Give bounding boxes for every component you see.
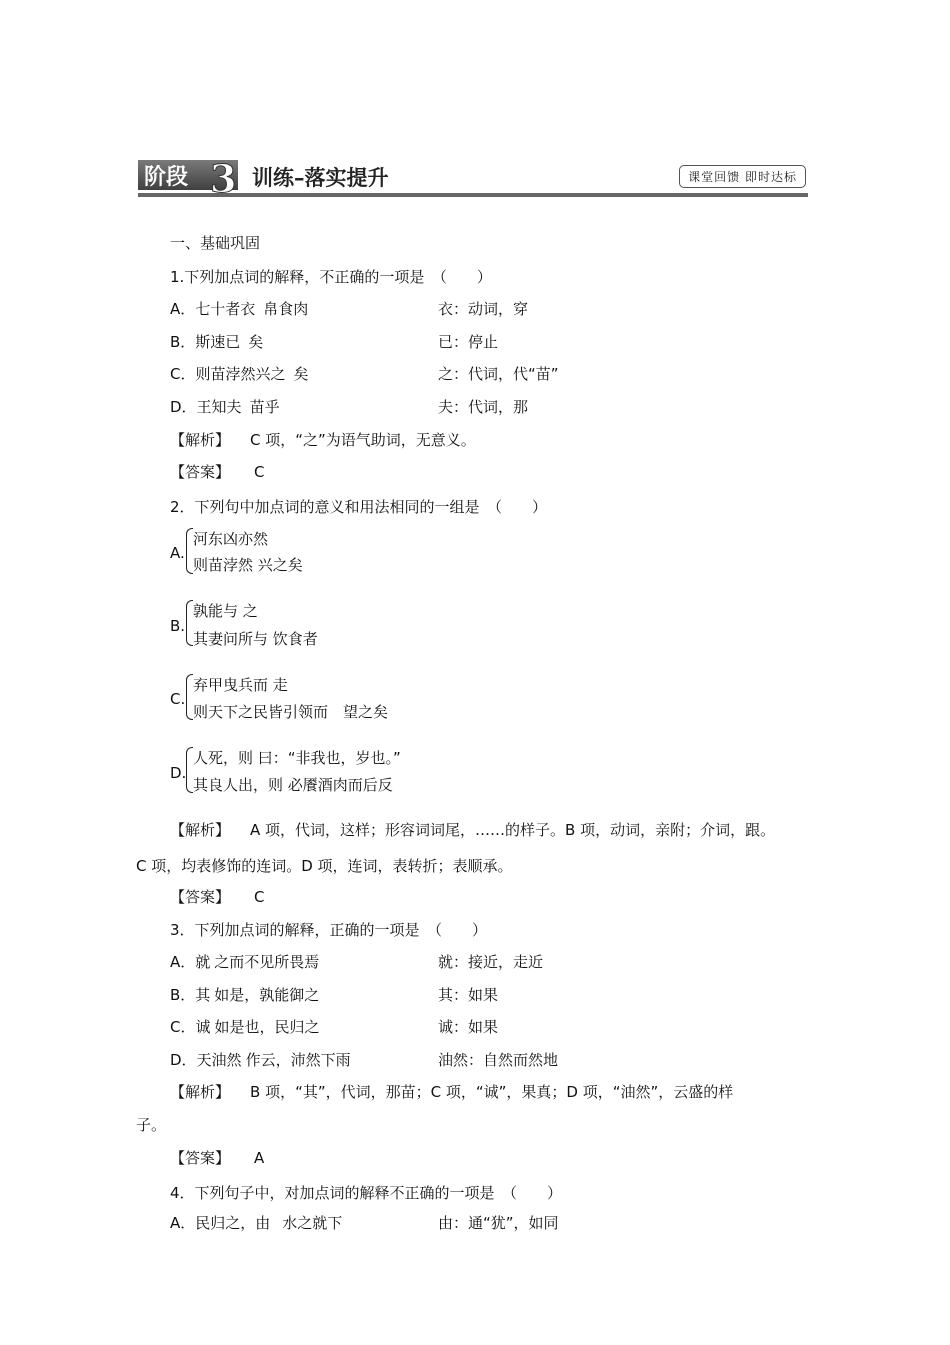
- q3-c-text: 如是也，民归之: [214, 1018, 320, 1036]
- q2-analysis-cont: C 项，均表修饰的连词。D 项，连词，表转折；表顺承。: [136, 857, 513, 875]
- q3-c-explanation: 诚：如果: [438, 1018, 499, 1036]
- q1-analysis: [170, 429, 476, 450]
- q3-stem: 3．下列加点词的解释，正确的一项是 （ ）: [170, 921, 488, 939]
- analysis-text: A 项，代词，这样；形容词词尾，……的样子。B 项，动词，亲附；介词，跟。: [250, 821, 776, 839]
- q4-a-explanation: 由：通“犹”，如同: [438, 1214, 559, 1232]
- q2-b-line1: 孰能与 之: [193, 602, 258, 620]
- answer-value: C: [254, 888, 265, 906]
- q3-a-explanation: 就：接近，走近: [438, 953, 544, 971]
- q3-b-text: 如是，孰能御之: [214, 986, 320, 1004]
- q1-a-text: 帛食肉: [263, 300, 309, 318]
- section-banner: [138, 156, 808, 201]
- banner-tag: 课堂回馈 即时达标: [679, 165, 806, 188]
- q2-b-label: B.: [170, 617, 186, 635]
- stage-number: 3: [210, 156, 237, 201]
- answer-label: 【答案】: [170, 463, 231, 481]
- q1-option-c: [170, 363, 309, 384]
- q3-b-explanation: 其：如果: [438, 986, 499, 1004]
- q1-a-label: A．七十者衣: [170, 300, 256, 318]
- q3-option-c: [170, 1016, 320, 1037]
- q2-stem: 2．下列句中加点词的意义和用法相同的一组是 （ ）: [170, 498, 548, 516]
- q4-stem: 4．下列句子中，对加点词的解释不正确的一项是 （ ）: [170, 1184, 563, 1202]
- q2-c-line2: 则天下之民皆引领而 望之矣: [193, 703, 389, 721]
- q2-a-line2: 则苗浡然 兴之矣: [193, 556, 303, 574]
- q3-option-b: [170, 984, 319, 1005]
- q1-d-explanation: 夫：代词，那: [438, 398, 529, 416]
- q1-c-text: 矣: [293, 365, 309, 383]
- q2-b-line2: 其妻问所与 饮食者: [193, 630, 318, 648]
- q2-d-line2: 其良人出，则 必餍酒肉而后反: [193, 776, 393, 794]
- answer-label: 【答案】: [170, 888, 231, 906]
- q4-a-label: A．民归之，由: [170, 1214, 271, 1232]
- analysis-text: C 项，“之”为语气助词，无意义。: [250, 431, 476, 449]
- q2-a-line1: 河东凶亦然: [193, 530, 269, 548]
- q3-c-label: C．诚: [170, 1018, 211, 1036]
- q3-a-label: A．就: [170, 953, 211, 971]
- q2-a-brace: [186, 528, 193, 574]
- q3-analysis: [170, 1081, 733, 1102]
- q3-d-explanation: 油然：自然而然地: [438, 1051, 559, 1069]
- q2-d-brace: [186, 747, 193, 793]
- answer-value: A: [254, 1149, 265, 1167]
- q1-d-text: 苗乎: [249, 398, 280, 416]
- q2-answer: [170, 886, 265, 907]
- q1-stem: 1.下列加点词的解释，不正确的一项是 （ ）: [170, 268, 492, 286]
- q4-option-a: [170, 1212, 342, 1233]
- q2-d-line1: 人死，则 曰：“非我也，岁也。”: [193, 749, 401, 767]
- q3-a-text: 之而不见所畏焉: [214, 953, 320, 971]
- q3-analysis-cont: 子。: [136, 1116, 167, 1134]
- analysis-label: 【解析】: [170, 431, 231, 449]
- section-title: 一、基础巩固: [170, 234, 261, 252]
- q1-a-explanation: 衣：动词，穿: [438, 300, 529, 318]
- q3-b-label: B．其: [170, 986, 211, 1004]
- answer-label: 【答案】: [170, 1149, 231, 1167]
- banner-title: 训练–落实提升: [252, 165, 389, 190]
- q2-c-line1: 弃甲曳兵而 走: [193, 676, 288, 694]
- q2-c-brace: [186, 674, 193, 720]
- q2-analysis: [170, 819, 775, 840]
- q1-b-label: B．斯速已: [170, 333, 241, 351]
- q1-option-a: [170, 298, 308, 319]
- q3-option-d: [170, 1049, 351, 1070]
- q1-c-label: C．则苗浡然兴之: [170, 365, 286, 383]
- analysis-label: 【解析】: [170, 1083, 231, 1101]
- analysis-label: 【解析】: [170, 821, 231, 839]
- q2-d-label: D.: [170, 764, 187, 782]
- q3-option-a: [170, 951, 319, 972]
- q1-b-explanation: 已：停止: [438, 333, 499, 351]
- q1-c-explanation: 之：代词，代“苗”: [438, 365, 559, 383]
- q4-a-text: 水之就下: [282, 1214, 343, 1232]
- analysis-text: B 项，“其”，代词，那苗；C 项，“诚”，果真；D 项，“油然”，云盛的样: [250, 1083, 734, 1101]
- q2-a-label: A.: [170, 544, 185, 562]
- q1-option-b: [170, 331, 263, 352]
- q1-answer: [170, 461, 265, 482]
- q1-d-label: D．王知夫: [170, 398, 242, 416]
- q1-b-text: 矣: [248, 333, 264, 351]
- answer-value: C: [254, 463, 265, 481]
- stage-text: 阶段: [144, 163, 189, 190]
- q3-d-label: D．天油然: [170, 1051, 242, 1069]
- q3-answer: [170, 1147, 264, 1168]
- q3-d-text: 作云，沛然下雨: [245, 1051, 351, 1069]
- q1-option-d: [170, 396, 280, 417]
- q2-b-brace: [186, 600, 193, 646]
- q2-c-label: C.: [170, 690, 186, 708]
